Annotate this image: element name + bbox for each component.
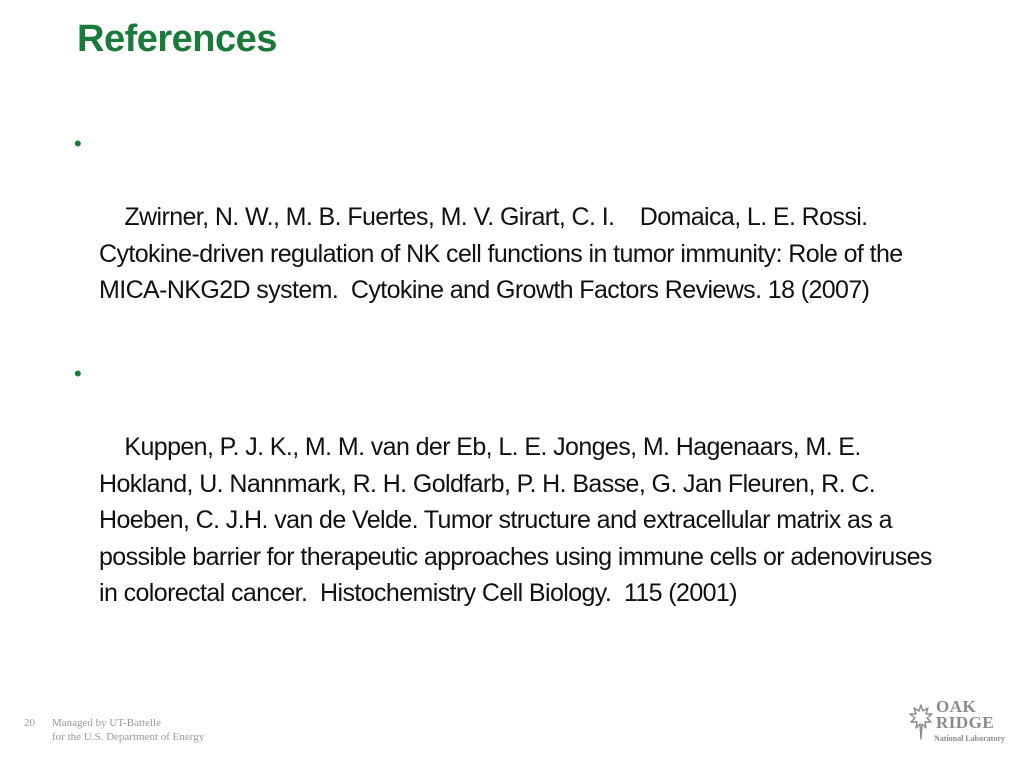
oak-ridge-logo bbox=[908, 697, 1005, 749]
list-item bbox=[72, 356, 952, 648]
reference-list bbox=[72, 126, 952, 659]
footer-line-department: for the U.S. Department of Energy bbox=[52, 731, 205, 743]
page-number: 20 bbox=[24, 717, 35, 729]
reference-text: Kuppen, P. J. K., M. M. van der Eb, L. E. Jonges, M. Hagenaars, M. E. Hokland, U. Nannmark, R. H. Goldfarb, P. H. Basse, G. Jan Fleuren, R. C. Hoeben, C. J.H. van de Velde. Tumor structure and extracellular matrix as a possible barrier for therapeutic approaches using immune cells or adenoviruses in colorectal cancer. Histochemistry Cell Biology. 115 (2001) bbox=[99, 433, 939, 607]
reference-text: Zwirner, N. W., M. B. Fuertes, M. V. Girart, C. I. Domaica, L. E. Rossi. Cytokine-driven regulation of NK cell functions in tumor immunity: Role of the MICA-NKG2D system. Cytokine and Growth Factors Reviews. 18 (2007) bbox=[99, 203, 909, 304]
logo-ridge-text: RIDGE bbox=[936, 713, 995, 732]
bullet-icon: • bbox=[74, 131, 82, 156]
footer-credit bbox=[52, 716, 204, 744]
logo-oak-text: OAK bbox=[936, 697, 977, 716]
page-title: References bbox=[77, 18, 277, 60]
list-item bbox=[72, 126, 952, 345]
footer-line-managed: Managed by UT-Battelle bbox=[52, 717, 161, 729]
logo-lab-text: National Laboratory bbox=[934, 734, 1005, 743]
bullet-icon: • bbox=[74, 361, 82, 386]
leaf-icon bbox=[908, 703, 934, 741]
